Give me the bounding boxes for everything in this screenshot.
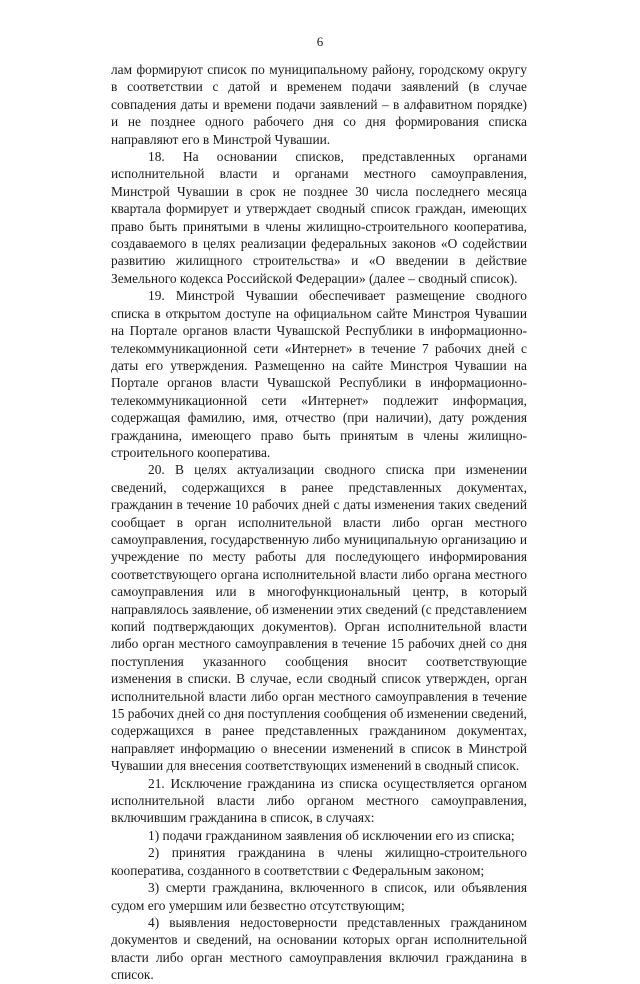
list-item-3: 3) смерти гражданина, включенного в список, или объявления судом его умершим или безвестно отсутствующим; <box>111 880 527 913</box>
paragraph-21: 21. Исключение гражданина из списка осуществляется органом исполнительной власти либо органом местного самоуправления, включившим гражданина в список, в случаях: <box>111 775 527 826</box>
paragraph-19: 19. Минстрой Чувашии обеспечивает размещение сводного списка в открытом доступе на официальном сайте Минстроя Чувашии на Портале органов власти Чувашской Республики в информационно-телекоммуникационной сети «Интернет» в течение 7 рабочих дней с даты его утверждения. Размещенно на сайте Минстроя Чувашии на Портале органов власти Чувашской Республики в информационно-телекоммуникационной сети «Интернет» подлежит информация, содержащая фамилию, имя, отчество (при наличии), дату рождения гражданина, имеющего право быть принятым в члены жилищно-строительного кооператива. <box>111 288 527 460</box>
paragraph-18: 18. На основании списков, представленных органами исполнительной власти и органами местного самоуправления, Минстрой Чувашии в срок не позднее 30 числа последнего месяца квартала формирует и утверждает сводный список граждан, имеющих право быть принятыми в члены жилищно-строительного кооператива, создаваемого в целях реализации федеральных законов «О содействии развитию жилищного строительства» и «О введении в действие Земельного кодекса Российской Федерации» (далее – сводный список). <box>111 149 527 286</box>
paragraph-continuation: лам формируют список по муниципальному району, городскому округу в соответствии с датой и временем подачи заявлений (в случае совпадения даты и времени подачи заявлений – в алфавитном порядке) и не позднее одного рабочего дня со дня формирования списка направляют его в Минстрой Чувашии. <box>111 62 527 147</box>
page-number: 6 <box>316 34 324 49</box>
paragraph-20: 20. В целях актуализации сводного списка при изменении сведений, содержащихся в ранее представленных документах, гражданин в течение 10 рабочих дней с даты изменения таких сведений сообщает в орган исполнительной власти либо орган местного самоуправления, государственную либо муниципальную организацию и учреждение по месту работы для последующего информирования соответствующего органа исполнительной власти либо органа местного самоуправления или в многофункциональный центр, в который направлялось заявление, об изменении этих сведений (с представлением копий подтверждающих документов). Орган исполнительной власти либо орган местного самоуправления в течение 15 рабочих дней со дня поступления указанного сообщения вносит соответствующие изменения в списки. В случае, если сводный список утвержден, орган исполнительной власти либо орган местного самоуправления в течение 15 рабочих дней со дня поступления сообщения об изменении сведений, содержащихся в ранее представленных гражданином документах, направляет информацию о внесении изменений в список в Минстрой Чувашии для внесения соответствующих изменений в сводный список. <box>111 462 527 774</box>
list-item-2: 2) принятия гражданина в члены жилищно-строительного кооператива, созданного в соответствии с Федеральным законом; <box>111 845 527 878</box>
document-body <box>111 61 527 984</box>
list-item-4: 4) выявления недостоверности представленных гражданином документов и сведений, на основании которых орган исполнительной власти либо орган местного самоуправления включил гражданина в список. <box>111 914 527 983</box>
list-item-1: 1) подачи гражданином заявления об исключении его из списка; <box>148 827 515 843</box>
